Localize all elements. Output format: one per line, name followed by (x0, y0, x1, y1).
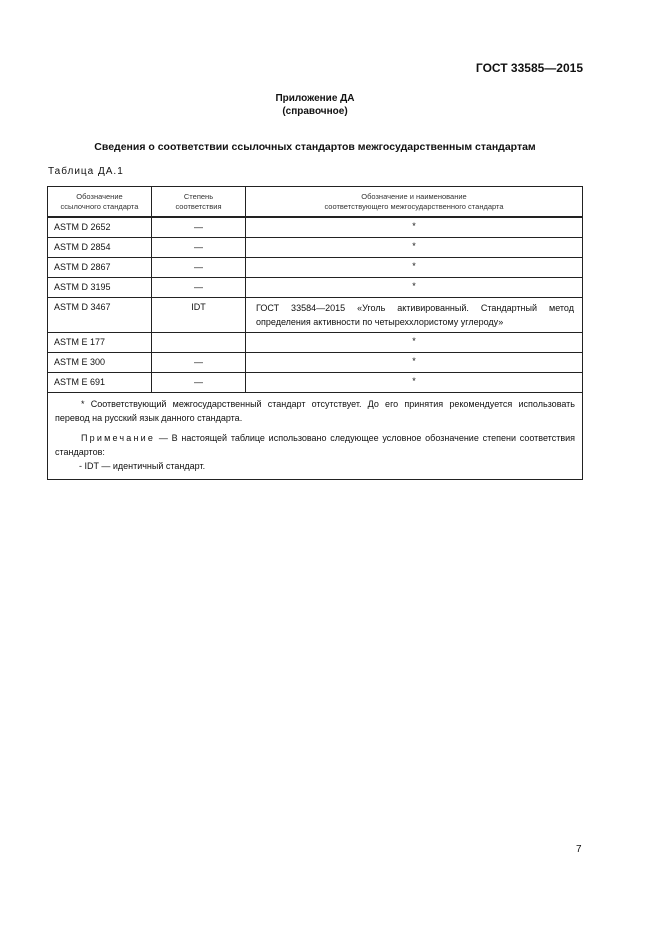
table-caption: Таблица ДА.1 (48, 166, 124, 177)
document-code: ГОСТ 33585—2015 (475, 61, 583, 75)
cell-description: * (246, 373, 583, 393)
header-text: ссылочного стандарта (60, 201, 139, 211)
cell-standard: ASTM E 300 (48, 353, 152, 373)
header-reference-standard (48, 187, 152, 218)
cell-description: ГОСТ 33584—2015 «Уголь активированный. Стандартный метод определения активности по четыреххлористому углероду» (246, 298, 583, 333)
cell-degree: — (152, 353, 246, 373)
table-row (48, 373, 583, 393)
appendix-title: Приложение ДА (275, 93, 355, 104)
table-row (48, 278, 583, 298)
header-text: Степень (183, 191, 214, 201)
cell-standard: ASTM E 177 (48, 333, 152, 353)
cell-description: * (246, 258, 583, 278)
cell-standard: ASTM D 3195 (48, 278, 152, 298)
table-header-row (48, 187, 583, 218)
cell-degree: — (152, 238, 246, 258)
page-number: 7 (576, 844, 582, 855)
note-label: Примечание (81, 433, 156, 443)
header-text: Обозначение и наименование (361, 191, 467, 201)
appendix-heading (0, 92, 630, 118)
reference-standards-table (47, 186, 583, 480)
cell-standard: ASTM D 3467 (48, 298, 152, 333)
table-row (48, 353, 583, 373)
cell-degree: — (152, 278, 246, 298)
table-note (55, 431, 575, 459)
appendix-subtitle: (справочное) (282, 106, 348, 117)
table-footnote: * Соответствующий межгосударственный стандарт отсутствует. До его принятия рекомендуется использовать перевод на русский язык данного стандарта. (55, 399, 575, 423)
cell-description: * (246, 238, 583, 258)
cell-degree: — (152, 373, 246, 393)
section-title: Сведения о соответствии ссылочных стандартов межгосударственным стандартам (94, 141, 536, 153)
cell-description: * (246, 278, 583, 298)
cell-standard: ASTM E 691 (48, 373, 152, 393)
cell-description: * (246, 353, 583, 373)
table-row (48, 238, 583, 258)
cell-degree (152, 333, 246, 353)
header-text: Обозначение (76, 191, 123, 201)
cell-description: * (246, 217, 583, 238)
table-notes-row (48, 393, 583, 480)
note-item: - IDT — идентичный стандарт. (79, 461, 206, 471)
header-text: соответствующего межгосударственного стандарта (324, 201, 504, 211)
cell-standard: ASTM D 2867 (48, 258, 152, 278)
table-notes (48, 393, 583, 480)
table-row (48, 298, 583, 333)
cell-degree: IDT (152, 298, 246, 333)
header-degree (152, 187, 246, 218)
header-interstate-standard (246, 187, 583, 218)
cell-standard: ASTM D 2854 (48, 238, 152, 258)
table-row (48, 258, 583, 278)
cell-standard: ASTM D 2652 (48, 217, 152, 238)
table-row (48, 217, 583, 238)
cell-description: * (246, 333, 583, 353)
note-text: — В настоящей таблице использовано следующее условное обозначение степени соответствия стандартов: (55, 433, 575, 457)
cell-degree: — (152, 217, 246, 238)
table-row (48, 333, 583, 353)
cell-degree: — (152, 258, 246, 278)
header-text: соответствия (175, 201, 222, 211)
